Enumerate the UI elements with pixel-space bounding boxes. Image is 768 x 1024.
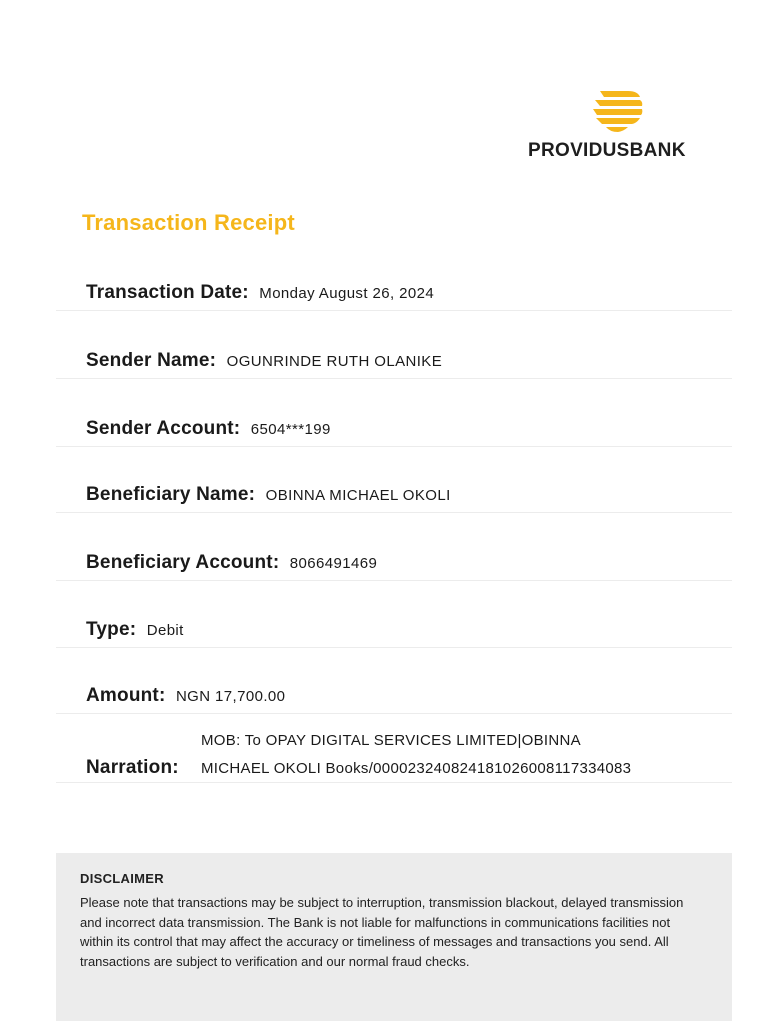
transaction-date-row xyxy=(56,270,732,311)
amount-label: Amount: xyxy=(86,685,166,706)
disclaimer-title: DISCLAIMER xyxy=(80,871,164,886)
beneficiary-account-label: Beneficiary Account: xyxy=(86,552,280,573)
sender-name-label: Sender Name: xyxy=(86,350,217,371)
type-value: Debit xyxy=(146,622,184,639)
transaction-date-value: Monday August 26, 2024 xyxy=(259,285,435,302)
receipt-title: Transaction Receipt xyxy=(82,210,295,235)
providus-logo-icon xyxy=(590,88,646,134)
disclaimer-box xyxy=(56,853,732,1021)
narration-value-line2: MICHAEL OKOLI Books/000023240824181026008117334083 xyxy=(201,760,632,777)
beneficiary-name-row xyxy=(56,472,732,513)
narration-value-line1: MOB: To OPAY DIGITAL SERVICES LIMITED|OBINNA xyxy=(201,732,581,749)
narration-label: Narration: xyxy=(86,757,179,778)
type-label: Type: xyxy=(86,619,137,640)
sender-account-row xyxy=(56,406,732,447)
disclaimer-text: Please note that transactions may be subject to interruption, transmission blackout, delayed transmission and incorrect data transmission. The Bank is not liable for malfunctions in communications facilities not within its control that may affect the accuracy or timeliness of messages and transactions you send. All transactions are subject to verification and our normal fraud checks. xyxy=(80,895,684,969)
type-row xyxy=(56,607,732,648)
beneficiary-account-row xyxy=(56,540,732,581)
narration-row xyxy=(56,724,732,783)
amount-row xyxy=(56,673,732,714)
sender-name-value: OGUNRINDE RUTH OLANIKE xyxy=(226,353,443,370)
bank-logo xyxy=(520,88,720,168)
transaction-date-label: Transaction Date: xyxy=(86,282,249,303)
beneficiary-name-label: Beneficiary Name: xyxy=(86,484,256,505)
bank-name: PROVIDUSBANK xyxy=(528,140,686,161)
sender-account-label: Sender Account: xyxy=(86,418,241,439)
sender-name-row xyxy=(56,338,732,379)
beneficiary-name-value: OBINNA MICHAEL OKOLI xyxy=(265,487,451,504)
beneficiary-account-value: 8066491469 xyxy=(289,555,378,572)
amount-value: NGN 17,700.00 xyxy=(175,688,286,705)
sender-account-value: 6504***199 xyxy=(250,421,331,438)
